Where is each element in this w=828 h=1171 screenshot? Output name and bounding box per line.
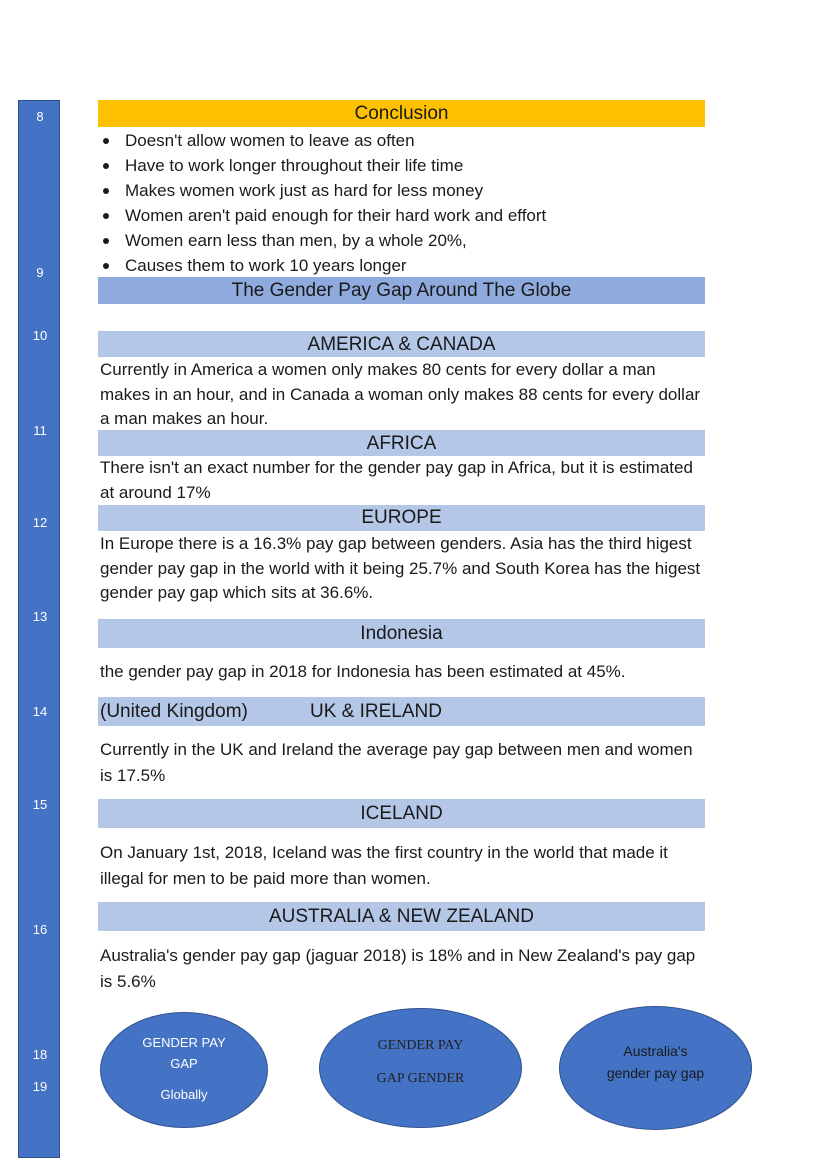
ellipse-line: GENDER PAY — [142, 1035, 226, 1050]
globe-heading: The Gender Pay Gap Around The Globe — [98, 277, 705, 304]
america-text: Currently in America a women only makes 80 cents for every dollar a man makes in an hour, and in Canada a woman only makes 88 cents for every dollar a man makes an hour. — [100, 360, 701, 428]
bullet-item: Makes women work just as hard for less money — [100, 180, 546, 205]
sidebar-strip — [18, 100, 60, 1158]
europe-heading: EUROPE — [98, 505, 705, 531]
line-number: 10 — [32, 328, 48, 343]
bullet-item: Doesn't allow women to leave as often — [100, 130, 546, 155]
line-number: 14 — [32, 704, 48, 719]
line-number: 19 — [32, 1079, 48, 1094]
australia-text: Australia's gender pay gap (jaguar 2018) is 18% and in New Zealand's pay gap is 5.6% — [100, 946, 696, 991]
bullet-item: Causes them to work 10 years longer — [100, 255, 546, 280]
ellipse-line: gender pay gap — [606, 1065, 705, 1081]
uk-heading-left: (United Kingdom) — [100, 701, 248, 722]
uk-heading-right: UK & IRELAND — [310, 701, 442, 722]
uk-heading — [98, 697, 705, 726]
america-heading: AMERICA & CANADA — [98, 331, 705, 357]
iceland-heading: ICELAND — [98, 799, 705, 828]
bullet-item: Women earn less than men, by a whole 20%, — [100, 230, 546, 255]
australia-heading: AUSTRALIA & NEW ZEALAND — [98, 902, 705, 931]
line-number: 11 — [33, 423, 47, 438]
conclusion-bullet-list — [100, 130, 546, 280]
line-number: 9 — [36, 265, 44, 280]
ellipse-line: GAP GENDER — [376, 1071, 465, 1086]
iceland-text: On January 1st, 2018, Iceland was the first country in the world that made it illegal for men to be paid more than women. — [100, 843, 668, 888]
ellipse-line: Globally — [160, 1087, 208, 1102]
ellipse-gender-pay-gap-gender — [319, 1008, 522, 1128]
line-number: 16 — [32, 922, 48, 937]
ellipse-australias-gender-pay-gap — [559, 1006, 752, 1130]
ellipse-line: GAP — [170, 1056, 198, 1071]
ellipse-line: Australia's — [623, 1043, 688, 1059]
ellipse-gender-pay-gap-globally — [100, 1012, 268, 1128]
line-number: 12 — [32, 515, 48, 530]
indonesia-heading: Indonesia — [98, 619, 705, 648]
africa-text: There isn't an exact number for the gender pay gap in Africa, but it is estimated at around 17% — [100, 458, 693, 502]
africa-heading: AFRICA — [98, 430, 705, 456]
europe-text: In Europe there is a 16.3% pay gap between genders. Asia has the third higest gender pay gap in the world with it being 25.7% and South Korea has the higest gender pay gap which sits at 36.6%. — [100, 534, 701, 602]
ellipse-line: GENDER PAY — [377, 1038, 464, 1053]
conclusion-heading: Conclusion — [98, 100, 705, 127]
bullet-item: Women aren't paid enough for their hard work and effort — [100, 205, 546, 230]
indonesia-text: the gender pay gap in 2018 for Indonesia has been estimated at 45%. — [100, 662, 626, 681]
uk-text: Currently in the UK and Ireland the average pay gap between men and women is 17.5% — [100, 740, 693, 785]
line-number: 15 — [32, 797, 48, 812]
line-number: 18 — [32, 1047, 48, 1062]
line-number: 13 — [32, 609, 48, 624]
bullet-item: Have to work longer throughout their life time — [100, 155, 546, 180]
line-number: 8 — [36, 109, 44, 124]
